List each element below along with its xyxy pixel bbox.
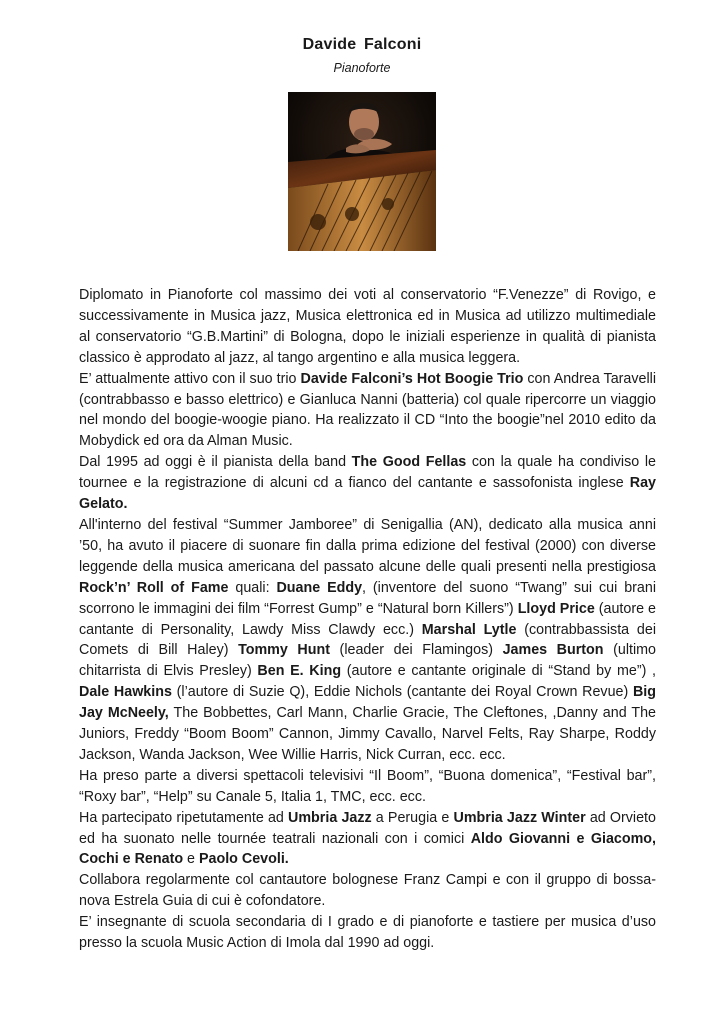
text-span: con Andrea Taravelli (contrabbasso e basso elettrico) e Gianluca Nanni (batteria) col quale ripercorre un viaggio nel mondo del boogie-woogie piano. Ha realizzato il CD “Into the boogie”nel 2010 edito da Mobydick ed ora da Alman Music. bbox=[79, 370, 656, 450]
text-span: con la quale ha condiviso le tournee e la registrazione di alcuni cd a fianco del cantante e sassofonista inglese bbox=[79, 454, 656, 492]
festival-name: Umbria Jazz Winter bbox=[453, 809, 586, 826]
text-span: (l’autore di Suzie Q), Eddie Nichols (cantante dei Royal Crown Revue) bbox=[171, 684, 633, 701]
artist-name: Marshal Lytle bbox=[421, 621, 517, 638]
bio-paragraph-1: Diplomato in Pianoforte col massimo dei voti al conservatorio “F.Venezze” di Rovigo, e successivamente in Musica jazz, Musica elettronica ed in Musica ad utilizzo multimediale al conservatorio “G.B.Martini” di Bologna, dopo le iniziali esperienze in qualità di pianista classico è approdato al jazz, al tango argentino e alla musica leggera. bbox=[79, 287, 656, 366]
text-span: Ha partecipato ripetutamente ad bbox=[79, 809, 289, 826]
artist-name: Lloyd Price bbox=[517, 600, 595, 617]
text-span: e bbox=[183, 851, 199, 868]
bio-paragraph-5: Ha preso parte a diversi spettacoli televisivi “Il Boom”, “Buona domenica”, “Festival bar”, “Roxy bar”, “Help” su Canale 5, Italia 1, TMC, ecc. ecc. bbox=[79, 767, 656, 805]
page-title: Davide Falconi bbox=[302, 36, 422, 53]
portrait-photo-icon bbox=[288, 92, 436, 251]
trio-name: Davide Falconi’s Hot Boogie Trio bbox=[300, 370, 524, 387]
artist-name: Tommy Hunt bbox=[238, 642, 330, 659]
text-span: All'interno del festival “Summer Jamboree” di Senigallia (AN), dedicato alla musica anni ’50, ha avuto il piacere di suonare fin dalla prima edizione del festival (2000) con diverse leggende della musica americana del passato alcune delle quali presenti nella prestigiosa bbox=[79, 516, 656, 575]
festival-name: Umbria Jazz bbox=[288, 809, 372, 826]
page-subtitle: Pianoforte bbox=[333, 61, 391, 75]
text-span: E’ attualmente attivo con il suo trio bbox=[79, 370, 301, 387]
text-span: The Bobbettes, Carl Mann, Charlie Gracie, The Cleftones, ,Danny and The Juniors, Freddy “Boom Boom” Cannon, Jimmy Cavallo, Narvel Felts, Ray Sharpe, Roddy Jackson, Wanda Jackson, Wee Willie Harris, Nick Curran, ecc. ecc. bbox=[79, 705, 657, 763]
text-span: a Perugia e bbox=[371, 809, 454, 826]
artist-name: Duane Eddy bbox=[276, 579, 363, 596]
bio-paragraph-8: E’ insegnante di scuola secondaria di I grado e di pianoforte e tastiere per musica d’uso presso la scuola Music Action di Imola dal 1990 ad oggi. bbox=[79, 914, 656, 952]
comedian-name: Paolo Cevoli. bbox=[198, 851, 289, 868]
text-span: (autore e cantante originale di “Stand by me”) , bbox=[341, 663, 656, 680]
text-span: , (inventore del suono “Twang” sui cui brani scorrono le immagini dei film “Forrest Gump” e “Natural born Killers”) bbox=[79, 579, 657, 617]
bio-paragraph-6 bbox=[79, 808, 656, 871]
text-span: (ultimo chitarrista di Elvis Presley) bbox=[79, 642, 657, 680]
text-span: (leader dei Flamingos) bbox=[329, 642, 503, 659]
text-span: ad Orvieto ed ha suonato nelle tournée teatrali nazionali con i comici bbox=[79, 809, 656, 847]
text-span: Dal 1995 ad oggi è il pianista della band bbox=[79, 454, 352, 471]
bio-paragraph-4 bbox=[79, 515, 656, 766]
hall-of-fame-name: Rock’n’ Roll of Fame bbox=[79, 579, 229, 596]
text-span: (autore e cantante di Personality, Lawdy Miss Clawdy ecc.) bbox=[79, 600, 656, 638]
bio-paragraph-7: Collabora regolarmente col cantautore bolognese Franz Campi e con il gruppo di bossa-nova Estrela Guia di cui è cofondatore. bbox=[79, 872, 656, 910]
artist-name: James Burton bbox=[502, 642, 604, 659]
text-span: (contrabbassista dei Comets di Bill Haley) bbox=[79, 621, 657, 659]
bio-paragraph-3 bbox=[79, 452, 656, 515]
artist-name: Big Jay McNeely, bbox=[79, 684, 656, 722]
band-name: The Good Fellas bbox=[351, 454, 467, 471]
artist-name: Ben E. King bbox=[257, 663, 342, 680]
portrait-photo bbox=[288, 92, 436, 251]
artist-name: Dale Hawkins bbox=[79, 684, 172, 701]
artist-name: Ray Gelato. bbox=[79, 475, 656, 513]
text-span: quali: bbox=[228, 579, 277, 596]
comedians-name: Aldo Giovanni e Giacomo, Cochi e Renato bbox=[79, 830, 656, 868]
bio-paragraph-2 bbox=[79, 369, 656, 453]
biography bbox=[79, 285, 656, 954]
